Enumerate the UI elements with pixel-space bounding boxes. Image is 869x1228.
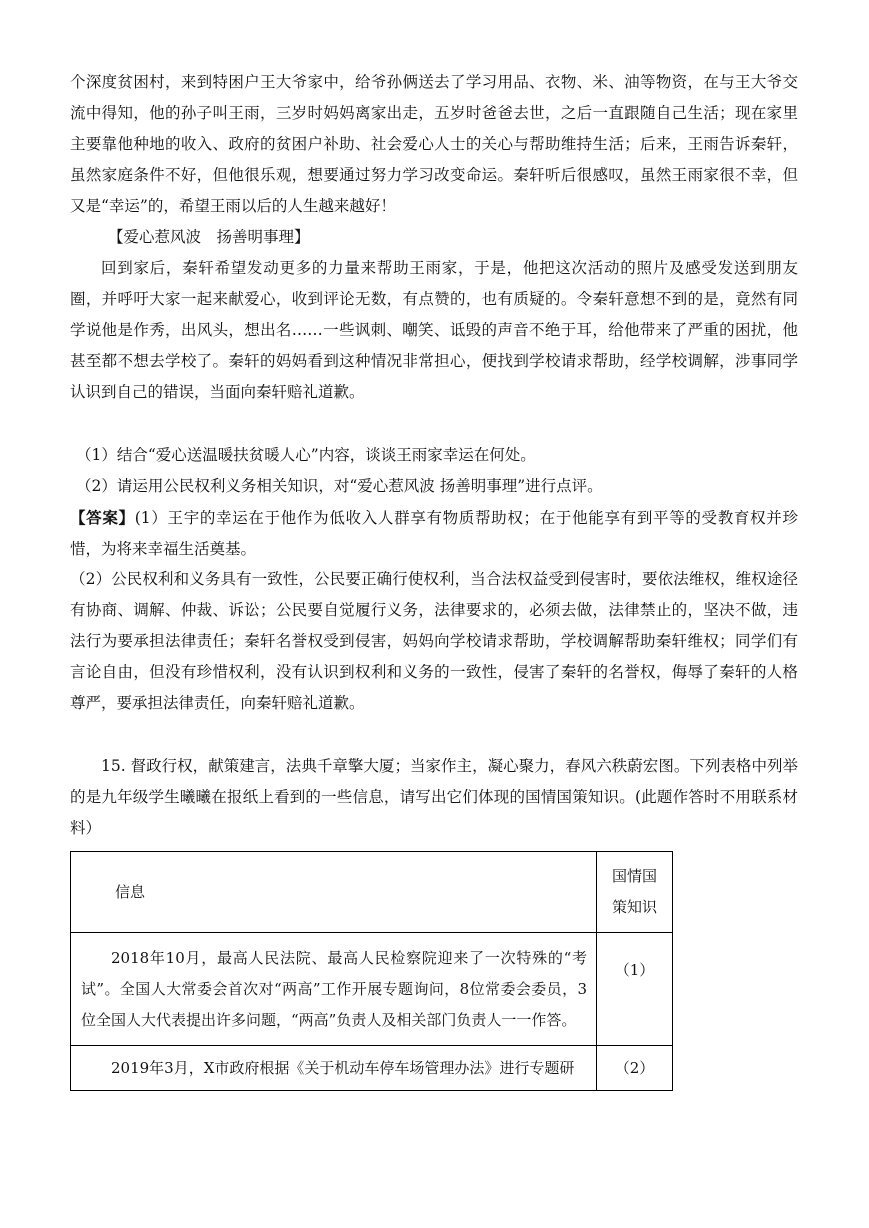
question-15: 15. 督政行权，献策建言，法典千章擎大厦；当家作主，凝心聚力，春风六秩蔚宏图。下列表格中列举的是九年级学生曦曦在报纸上看到的一些信息，请写出它们体现的国情国策知识。(此题作答时不用联系材料） [70,757,798,837]
row-2-answer: （2） [614,1058,655,1077]
section-title: 【爱心惹风波 扬善明事理】 [108,228,310,246]
row-1-info-cell [71,933,597,1046]
row-2-info: 2019年3月，X市政府根据《关于机动车停车场管理办法》进行专题研 [111,1058,575,1077]
table-row [71,1046,673,1091]
question-2: （2）请运用公民权利义务相关知识，对“爱心惹风波 扬善明事理”进行点评。 [76,477,603,495]
answer-2: （2）公民权利和义务具有一致性，公民要正确行使权利，当合法权益受到侵害时，要依法维权，维权途径有协商、调解、仲裁、诉讼；公民要自觉履行义务，法律要求的，必须去做，法律禁止的，坚决不做，违法行为要承担法律责任；秦轩名誉权受到侵害，妈妈向学校请求帮助，学校调解帮助秦轩维权；同学们有言论自由，但没有珍惜权利，没有认识到权利和义务的一致性，侵害了秦轩的名誉权，侮辱了秦轩的人格尊严，要承担法律责任，向秦轩赔礼道歉。 [70,570,798,712]
question-1: （1）结合“爱心送温暖扶贫暖人心”内容，谈谈王雨家幸运在何处。 [76,446,536,464]
row-2-answer-cell [597,1046,673,1091]
row-1-info: 2018年10月，最高人民法院、最高人民检察院迎来了一次特殊的“考试”。全国人大常委会首次对“两高”工作开展专题询问，8位常委会委员，3位全国人大代表提出许多问题，“两高”负责人及相关部门负责人一一作答。 [81,948,588,1029]
header-knowledge-line-1: 国情国 [612,867,658,885]
answer-label: 【答案】 [70,508,135,527]
header-knowledge-label [597,855,672,929]
header-info-cell [71,852,597,933]
row-2-info-cell [71,1046,597,1091]
table-header-row [71,852,673,933]
header-knowledge-cell [597,852,673,933]
row-1-answer: （1） [614,961,655,979]
table-row [71,933,673,1046]
info-table [70,851,673,1091]
paragraph-story-continuation: 个深度贫困村，来到特困户王大爷家中，给爷孙俩送去了学习用品、衣物、米、油等物资，在与王大爷交流中得知，他的孙子叫王雨，三岁时妈妈离家出走，五岁时爸爸去世，之后一直跟随自己生活；现在家里主要靠他种地的收入、政府的贫困户补助、社会爱心人士的关心与帮助维持生活；后来，王雨告诉秦轩，虽然家庭条件不好，但他很乐观，想要通过努力学习改变命运。秦轩听后很感叹，虽然王雨家很不幸，但又是“幸运”的，希望王雨以后的人生越来越好！ [70,73,798,215]
header-info-label: 信息 [115,882,146,901]
row-1-answer-cell [597,933,673,1046]
answer-1-text: (1）王宇的幸运在于他作为低收入人群享有物质帮助权；在于他能享有到平等的受教育权并珍惜，为将来幸福生活奠基。 [70,509,798,558]
paragraph-controversy: 回到家后，秦轩希望发动更多的力量来帮助王雨家，于是，他把这次活动的照片及感受发送到朋友圈，并呼吁大家一起来献爱心，收到评论无数，有点赞的，也有质疑的。令秦轩意想不到的是，竟然有同学说他是作秀，出风头，想出名……一些讽刺、嘲笑、诋毁的声音不绝于耳，给他带来了严重的困扰，他甚至都不想去学校了。秦轩的妈妈看到这种情况非常担心，便找到学校请求帮助，经学校调解，涉事同学认识到自己的错误，当面向秦轩赔礼道歉。 [70,259,798,401]
header-knowledge-line-2: 策知识 [612,898,658,916]
answer-1 [70,502,798,565]
